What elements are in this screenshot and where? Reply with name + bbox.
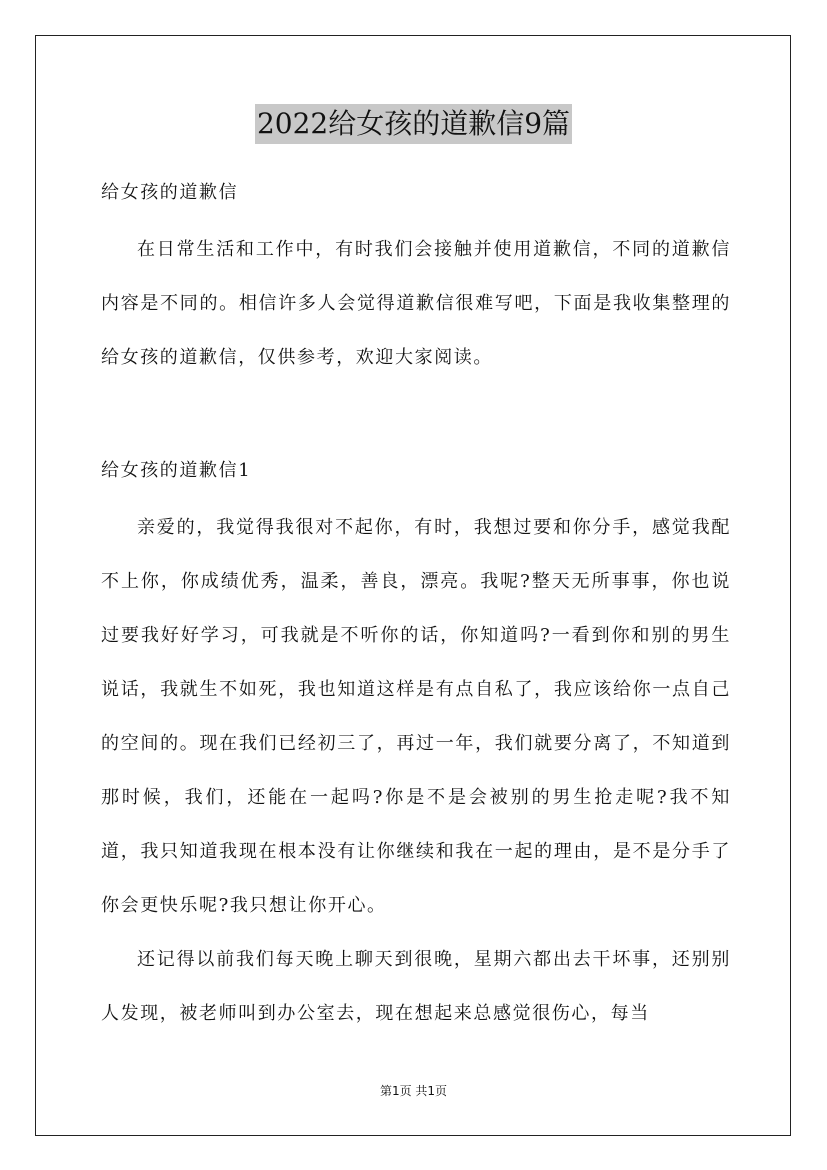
document-body (101, 172, 731, 1041)
letter-1-paragraph-2: 还记得以前我们每天晚上聊天到很晚，星期六都出去干坏事，还别别人发现，被老师叫到办公室去，现在想起来总感觉很伤心，每当 (101, 949, 731, 1024)
document-title (0, 103, 827, 144)
page-footer: 第1页 共1页 (379, 1084, 448, 1098)
letter-1-paragraph-1: 亲爱的，我觉得我很对不起你，有时，我想过要和你分手，感觉我配不上你，你成绩优秀，温柔，善良，漂亮。我呢?整天无所事事，你也说过要我好好学习，可我就是不听你的话，你知道吗?一看到你和别的男生说话，我就生不如死，我也知道这样是有点自私了，我应该给你一点自己的空间的。现在我们已经初三了，再过一年，我们就要分离了，不知道到那时候，我们，还能在一起吗?你是不是会被别的男生抢走呢?我不知道，我只知道我现在根本没有让你继续和我在一起的理由，是不是分手了你会更快乐呢?我只想让你开心。 (101, 517, 731, 916)
letter-1-heading: 给女孩的道歉信1 (101, 460, 252, 481)
document-title-text: 2022给女孩的道歉信9篇 (255, 104, 572, 144)
section-heading: 给女孩的道歉信 (101, 182, 239, 203)
intro-paragraph: 在日常生活和工作中，有时我们会接触并使用道歉信，不同的道歉信内容是不同的。相信许多人会觉得道歉信很难写吧，下面是我收集整理的给女孩的道歉信，仅供参考，欢迎大家阅读。 (101, 239, 731, 368)
